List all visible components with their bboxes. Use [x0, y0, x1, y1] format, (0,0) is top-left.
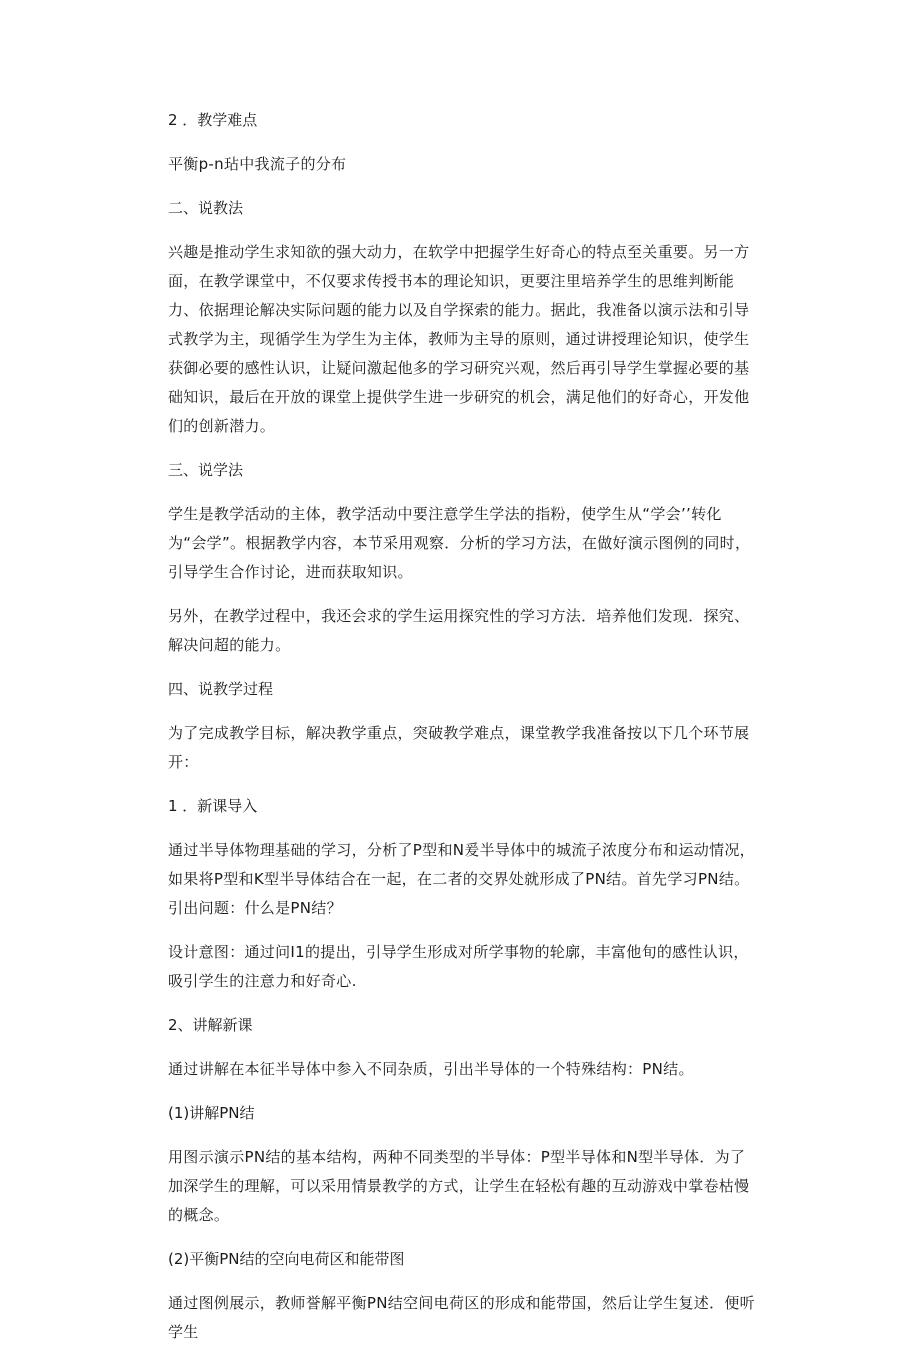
paragraph-process-intro: 为了完成教学目标，解决教学重点，突破教学难点，课堂教学我准备按以下几个环节展开： — [168, 724, 750, 771]
paragraph-learning-method: 学生是教学活动的主体，教学活动中要注意学生学法的指粉，使学生从“学会’’转化为“会学”。根据教学内容，本节采用观察．分析的学习方法，在做好演示图例的同时，引导学生合作讨论，进而获取知识。 — [168, 505, 751, 581]
section-heading-teaching-method: 二、说教法 — [168, 199, 244, 217]
paragraph-learning-method-extra: 另外，在教学过程中，我还会求的学生运用探究性的学习方法．培养他们发现．探究、解决问超的能力。 — [168, 607, 750, 654]
section-heading-teaching-difficulty: 2 ．教学难点 — [168, 111, 258, 129]
section-heading-learning-method: 三、说学法 — [168, 461, 244, 479]
paragraph-lesson-intro: 通过半导体物理基础的学习，分析了P型和N爰半导体中的城流子浓度分布和运动情况，如果将P型和K型半导体结合在一起，在二者的交界处就形成了PN结。首先学习PN结。引出问题：什么是PN结？ — [168, 841, 755, 917]
paragraph-space-charge-region: 通过图例展示，教师誉解平衡PN结空间电荷区的形成和能带国，然后让学生复述．便听学生 — [168, 1294, 755, 1341]
subheading-space-charge-region: (2)平衡PN结的空向电荷区和能带图 — [168, 1250, 405, 1268]
paragraph-teaching-method: 兴趣是推动学生求知欲的强大动力，在软学中把握学生好奇心的特点至关重要。另一方面，在教学课堂中，不仅要求传授书本的理论知识，更要注里培养学生的思维判断能力、依据理论解决实际问题的能力以及自学探索的能力。据此，我准备以演示法和引导式教学为主，现循学生为学生为主体，教师为主导的原则，通过讲授理论知识，使学生获御必要的感性认识，让疑问激起他多的学习研究兴观，然后再引导学生掌握必要的基础知识，最后在开放的课堂上提供学生进一步研究的机会，满足他们的好奇心，开发他们的创新潜力。 — [168, 243, 750, 435]
section-heading-teaching-process: 四、说教学过程 — [168, 680, 274, 698]
subheading-new-lesson: 2、讲解新课 — [168, 1016, 253, 1034]
paragraph-pn-junction: 用图示演示PN结的基本结构，两种不同类型的半导体：P型半导体和N型半导体．为了加深学生的理解，可以采用情景教学的方式，让学生在轻松有趣的互动游戏中掌卷枯慢的概念。 — [168, 1148, 750, 1224]
paragraph-design-intent: 设计意图：通过问I1的提出，引导学生形成对所学事物的轮廓，丰富他旬的感性认识，吸引学生的注意力和好奇心. — [168, 943, 749, 990]
subheading-pn-junction: (1)讲解PN结 — [168, 1104, 255, 1122]
subheading-lesson-intro: 1 ．新课导入 — [168, 797, 258, 815]
document-body — [168, 106, 758, 1362]
paragraph-difficulty-content: 平衡p-n玷中我流子的分布 — [168, 155, 347, 173]
paragraph-new-lesson: 通过讲解在本征半导体中参入不同杂质，引出半导体的一个特殊结构：PN结。 — [168, 1060, 694, 1078]
